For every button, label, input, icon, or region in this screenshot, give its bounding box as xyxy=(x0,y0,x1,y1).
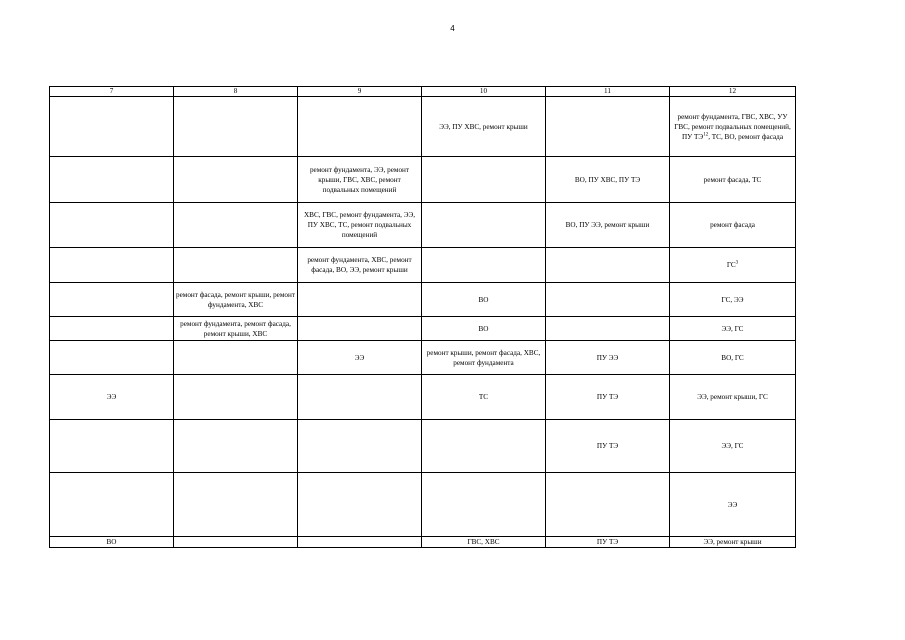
column-header-11: 11 xyxy=(546,87,670,97)
column-header-9: 9 xyxy=(298,87,422,97)
column-header-7: 7 xyxy=(50,87,174,97)
table-cell xyxy=(546,248,670,283)
table-cell: ремонт фундамента, ремонт фасада, ремонт крыши, ХВС xyxy=(174,317,298,341)
table-cell: ВО xyxy=(50,537,174,548)
table-cell xyxy=(174,248,298,283)
table-row xyxy=(50,203,796,248)
table-cell xyxy=(670,97,796,157)
table-row xyxy=(50,317,796,341)
table-cell xyxy=(174,375,298,420)
table-cell xyxy=(50,248,174,283)
table-cell: ПУ ЭЭ xyxy=(546,341,670,375)
table-cell xyxy=(546,317,670,341)
table-cell xyxy=(174,157,298,203)
table-cell xyxy=(50,157,174,203)
table-cell xyxy=(50,341,174,375)
table-cell: ЭЭ xyxy=(298,341,422,375)
table-cell xyxy=(670,248,796,283)
table-cell: ГВС, ХВС xyxy=(422,537,546,548)
table-cell xyxy=(546,97,670,157)
table-row xyxy=(50,420,796,473)
table-cell: ВО, ПУ ХВС, ПУ ТЭ xyxy=(546,157,670,203)
table-cell xyxy=(298,473,422,537)
table-cell: ЭЭ, ГС xyxy=(670,317,796,341)
table-cell xyxy=(50,420,174,473)
data-table xyxy=(49,86,796,548)
table-cell xyxy=(174,473,298,537)
table-row xyxy=(50,375,796,420)
table-cell xyxy=(546,473,670,537)
table-cell xyxy=(422,248,546,283)
header-row xyxy=(50,87,796,97)
cell-text: ремонт фундамента, ГВС, ХВС, УУ ГВС, ремонт подвальных помещений, ПУ ТЭ xyxy=(674,112,791,141)
table-cell: ГС, ЭЭ xyxy=(670,283,796,317)
column-header-12: 12 xyxy=(670,87,796,97)
table-cell: ПУ ТЭ xyxy=(546,375,670,420)
table-row xyxy=(50,248,796,283)
cell-text: ГС xyxy=(726,261,736,269)
table-cell xyxy=(298,97,422,157)
table-cell: ПУ ТЭ xyxy=(546,537,670,548)
table-cell: ЭЭ, ГС xyxy=(670,420,796,473)
table-cell xyxy=(174,341,298,375)
table-row xyxy=(50,157,796,203)
footnote-mark: 3 xyxy=(735,260,739,266)
table-cell xyxy=(298,375,422,420)
table-cell xyxy=(174,97,298,157)
table-cell: ВО, ГС xyxy=(670,341,796,375)
table-cell xyxy=(174,420,298,473)
table-cell xyxy=(298,317,422,341)
table-cell: ТС xyxy=(422,375,546,420)
table-cell: ПУ ТЭ xyxy=(546,420,670,473)
table-cell: ремонт фасада, ремонт крыши, ремонт фундамента, ХВС xyxy=(174,283,298,317)
table-cell: ХВС, ГВС, ремонт фундамента, ЭЭ, ПУ ХВС, ТС, ремонт подвальных помещений xyxy=(298,203,422,248)
column-header-8: 8 xyxy=(174,87,298,97)
table-row xyxy=(50,97,796,157)
table-cell xyxy=(422,203,546,248)
table-cell xyxy=(422,473,546,537)
table-cell xyxy=(174,537,298,548)
table-cell: ремонт фундамента, ЭЭ, ремонт крыши, ГВС, ХВС, ремонт подвальных помещений xyxy=(298,157,422,203)
table-cell: ЭЭ xyxy=(670,473,796,537)
table-cell xyxy=(422,420,546,473)
table-cell xyxy=(50,203,174,248)
table-cell: ЭЭ xyxy=(50,375,174,420)
table-cell xyxy=(50,97,174,157)
table-cell: ремонт фасада xyxy=(670,203,796,248)
table-cell xyxy=(546,283,670,317)
table-cell: ВО xyxy=(422,317,546,341)
table-cell: ремонт фасада, ТС xyxy=(670,157,796,203)
table-cell: ремонт крыши, ремонт фасада, ХВС, ремонт фундамента xyxy=(422,341,546,375)
table-cell xyxy=(298,420,422,473)
table-cell: ЭЭ, ремонт крыши, ГС xyxy=(670,375,796,420)
table-cell: ремонт фундамента, ХВС, ремонт фасада, ВО, ЭЭ, ремонт крыши xyxy=(298,248,422,283)
column-header-10: 10 xyxy=(422,87,546,97)
table-row xyxy=(50,473,796,537)
table-cell: ЭЭ, ремонт крыши xyxy=(670,537,796,548)
footnote-mark: 12 xyxy=(703,132,709,138)
table-row xyxy=(50,537,796,548)
table-row xyxy=(50,283,796,317)
table-cell xyxy=(298,283,422,317)
table-cell xyxy=(298,537,422,548)
cell-text: , ТС, ВО, ремонт фасада xyxy=(708,132,784,141)
table-cell: ВО, ПУ ЭЭ, ремонт крыши xyxy=(546,203,670,248)
table-cell xyxy=(50,473,174,537)
table-cell xyxy=(50,317,174,341)
table-cell xyxy=(50,283,174,317)
table-cell xyxy=(174,203,298,248)
page-number: 4 xyxy=(450,24,455,33)
table-row xyxy=(50,341,796,375)
table-cell xyxy=(422,157,546,203)
table-cell: ЭЭ, ПУ ХВС, ремонт крыши xyxy=(422,97,546,157)
table-cell: ВО xyxy=(422,283,546,317)
